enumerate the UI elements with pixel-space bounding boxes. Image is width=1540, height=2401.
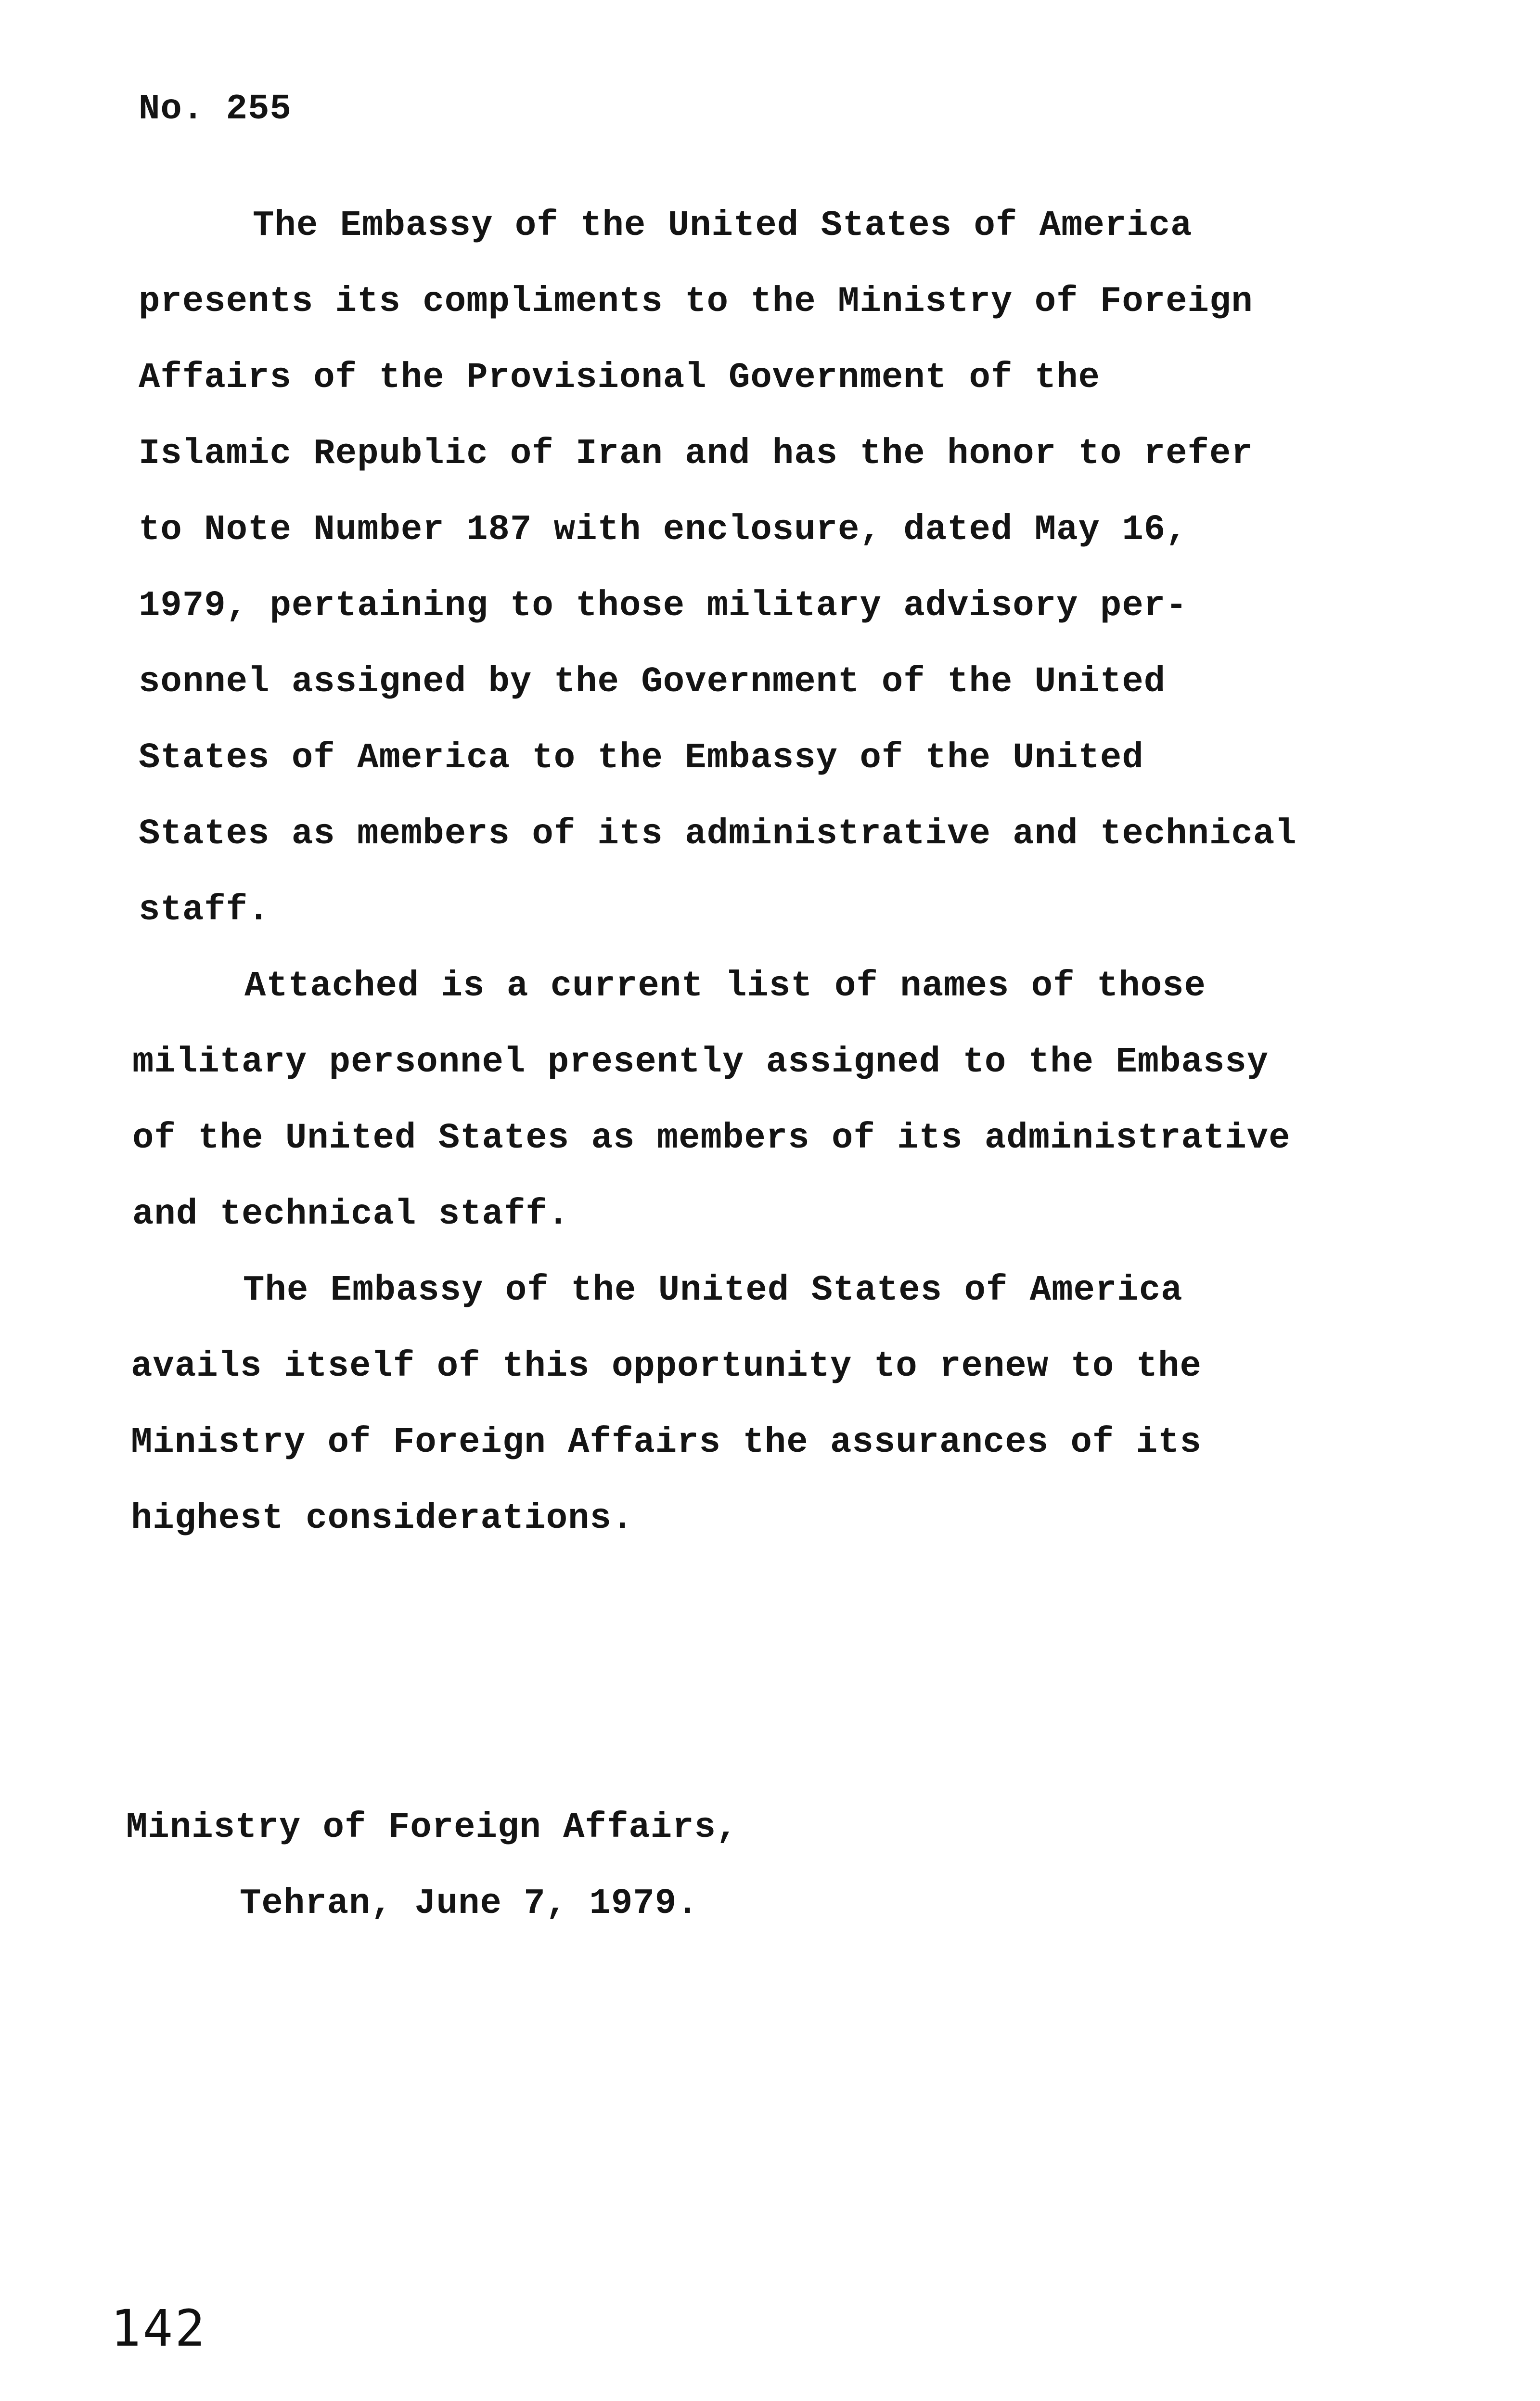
addressee-place-date: Tehran, June 7, 1979. xyxy=(240,1884,699,1924)
paragraph-line: States of America to the Embassy of the United xyxy=(139,738,1144,778)
paragraph-line: staff. xyxy=(139,890,270,930)
paragraph-line: The Embassy of the United States of America xyxy=(243,1270,1183,1311)
paragraph-line: military personnel presently assigned to the Embassy xyxy=(132,1042,1269,1083)
paragraph-line: States as members of its administrative and technical xyxy=(139,814,1297,854)
paragraph-line: presents its compliments to the Ministry of Foreign xyxy=(139,282,1253,322)
paragraph-line: Attached is a current list of names of those xyxy=(244,966,1206,1007)
paragraph-line: The Embassy of the United States of America xyxy=(253,206,1193,246)
paragraph-line: 1979, pertaining to those military advisory per- xyxy=(139,586,1188,626)
paragraph-line: Affairs of the Provisional Government of the xyxy=(139,358,1100,398)
paragraph-line: of the United States as members of its administrative xyxy=(132,1118,1291,1159)
paragraph-line: avails itself of this opportunity to renew to the xyxy=(131,1346,1202,1387)
paragraph-line: Islamic Republic of Iran and has the honor to refer xyxy=(139,434,1253,474)
paragraph-line: highest considerations. xyxy=(131,1498,634,1539)
paragraph-line: and technical staff. xyxy=(132,1194,570,1235)
page-number: 142 xyxy=(111,2299,207,2358)
paragraph-line: sonnel assigned by the Government of the United xyxy=(139,662,1166,702)
paragraph-line: to Note Number 187 with enclosure, dated May 16, xyxy=(139,510,1188,550)
paragraph-line: Ministry of Foreign Affairs the assurances of its xyxy=(131,1422,1202,1463)
note-number: No. 255 xyxy=(139,89,292,129)
addressee-name: Ministry of Foreign Affairs, xyxy=(126,1807,738,1848)
